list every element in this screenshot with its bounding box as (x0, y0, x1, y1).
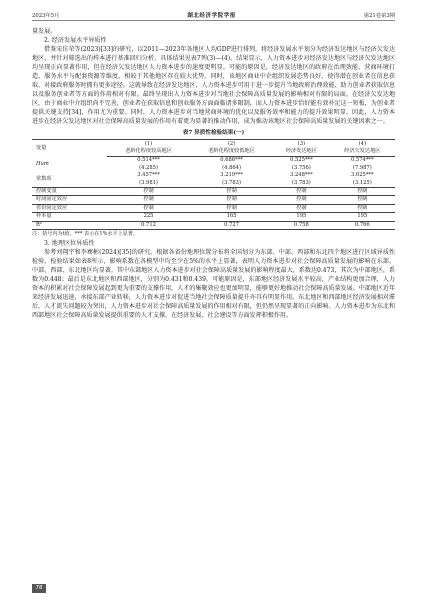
paragraph-geographic: 参考刘翔宇和李骞彬(2024)[35]的研究，根据各省份地理位置分布将全国划分为东部、中部、西部和东北四个地区进行区域异质性检验。检验结果如表8所示，影响系数在各模型中均至少在5%的水平上显著，表明人力资本进步对社会保障高质量发展的影响在东部、中部、西部、东北地区均显著。其中东部地区人力资本进步对社会保障高质量发展的影响程度最大，系数达0.473，其次为中部地区，系数为0.448；最后是东北地区和西部地区，分别为0.431和0.439。可能原因是，东部地区经济发展水平较高，产业结构更加合理，人力资本的积累对社会保障发展起到更为重要的支撑作用，人才的集聚效应也更加明显，能够更好地推动社会保障高质量发展。中部地区近年来经济发展迅速，承接东部产业转移，人力资本进步对促进当地社会保障质量提升亦具有明显作用。东北地区和西部地区经济发展相对滞后，人才流失问题较为突出，人力资本进步对社会保障高质量发展的作用相对有限，但仍然呈现显著的正向影响。人力资本进步为东北和西部地区社会保障高质量发展提供重要的人才支撑，在经济发展、社会建设等方面发挥积极作用。 (32, 249, 395, 320)
coefficient-cell: 0.525*** (290, 157, 313, 164)
coefficient-cell: 0.686*** (220, 157, 243, 164)
header-volume: 第21卷第3期 (363, 13, 395, 19)
row-label: 省份固定效应 (32, 204, 107, 212)
table-note: 注：括号内为t值，*** 表示在1%水平上显著。 (32, 230, 138, 237)
table-cell: 控制 (273, 204, 330, 212)
table-header-row (32, 139, 395, 148)
table-cell: 控制 (273, 196, 330, 204)
coefficient-cell: 3.219*** (220, 172, 243, 179)
table-cell: 控制 (190, 187, 273, 195)
table-title: 表7 异质性检验结果(一) (182, 129, 245, 136)
header-date: 2023年5月 (32, 13, 60, 19)
table-cell: 0.766 (330, 221, 395, 229)
row-label: 常数项 (36, 175, 52, 182)
table-cell: 控制 (107, 204, 190, 212)
table-cell: 225 (107, 213, 190, 221)
t-value-cell: (7.987) (352, 164, 372, 171)
table-cell: 控制 (330, 196, 395, 204)
paragraph-economic: 借鉴宋佳荣等(2023)[33]的研究，以2011—2023年各地区人均GDP进行排列，将经济发展水平划分为经济发达地区与经济欠发达地区，并针对筛选出的样本进行基准回归分析，具体结果见表7列(3)—(4)。结果显示，人力资本进步对经济发达地区与经济欠发达地区均呈现正向显著作用，但在经济欠发达地区人力资本进步的速度更明显。可能的原因是，经济发达地区的政府在治理效能、营商环境打造、服务水平与配套资源等维度，相较于其他地区存在较大优势。同时，该地区商业中企组织发展态势良好，使得潜在创业者在信息获取、对接政府服务时拥有更多途径。这就导致在经济发达地区，人力资本进步可用于进一步提升当地政府治理效能、助力创业者获取信息以及服务创业者等方面的作用相对有限。最终呈现出人力资本进步对当地社会保障高质量发展的影响相对有限的局面。在经济欠发达地区，由于商业中介组织尚不完善，创业者在获取信息和创业服务方面面临诸多限制，而人力资本进步恰好能有效补足这一短板，为创业者提供关键支持[34]，作用尤为重要。同时，人力资本进步对当地营商环境的优化以及服务效率和能力的提升效果明显。因此，人力资本进步在经济欠发达地区对社会保障高质量发展的作用有着更为显著的推动作用，成为推动该地区社会保障高质量发展的关键因素之一。 (32, 46, 395, 126)
row-label: 时间固定效应 (32, 196, 107, 204)
row-label: 样本量 (32, 213, 107, 221)
section-heading-geographic: 3. 地理区位异质性 (44, 239, 95, 247)
table-row (32, 221, 395, 229)
t-value-cell: (3.981) (139, 179, 158, 186)
section-heading-economic: 2. 经济发展水平异质性 (44, 37, 107, 45)
t-value-cell: (3.783) (222, 179, 242, 186)
table-cell: 控制 (330, 204, 395, 212)
column-name: 老龄化程度较高地区 (107, 148, 190, 157)
page-content (32, 27, 395, 320)
column-number: (4) (358, 140, 366, 147)
table-cell: 0.758 (273, 221, 330, 229)
table-cell: 控制 (107, 187, 190, 195)
column-name: 老龄化程度较低地区 (190, 148, 273, 157)
table-cell: 195 (330, 213, 395, 221)
table-cell: 控制 (190, 204, 273, 212)
coefficient-cell: 3.025*** (350, 172, 374, 179)
page-number: 78 (32, 584, 46, 593)
table-row (32, 157, 395, 165)
table-header-variable: 变量 (36, 144, 47, 151)
running-header (32, 8, 395, 21)
t-value-cell: (4.864) (222, 164, 242, 171)
table-row (32, 196, 395, 204)
row-label: R² (32, 221, 107, 229)
row-label: Hum (36, 160, 49, 167)
journal-title: 湖北经济学院学报 (187, 13, 236, 19)
table-cell: 控制 (273, 187, 330, 195)
table-cell: 165 (190, 213, 273, 221)
column-name: 经济发达地区 (273, 148, 330, 157)
table-cell: 0.727 (190, 221, 273, 229)
t-value-cell: (3.125) (352, 179, 372, 186)
table-cell: 控制 (107, 196, 190, 204)
coefficient-cell: 0.514*** (137, 157, 160, 164)
column-number: (2) (227, 140, 236, 147)
coefficient-cell: 3.248*** (290, 172, 313, 179)
table-row (32, 204, 395, 212)
paragraph-continuation: 量发展。 (32, 28, 57, 35)
column-number: (3) (297, 140, 306, 147)
column-number: (1) (144, 140, 153, 147)
coefficient-cell: 0.574*** (350, 157, 374, 164)
coefficient-cell: 3.457*** (137, 172, 160, 179)
table-cell: 控制 (330, 187, 395, 195)
heterogeneity-table (32, 139, 395, 230)
table-cell: 0.712 (107, 221, 190, 229)
t-value-cell: (4.285) (139, 164, 158, 171)
table-row (32, 213, 395, 221)
table-cell: 195 (273, 213, 330, 221)
t-value-cell: (3.783) (291, 179, 311, 186)
table-row (32, 187, 395, 195)
t-value-cell: (3.756) (291, 164, 311, 171)
table-row (32, 172, 395, 179)
table-cell: 控制 (190, 196, 273, 204)
row-label: 控制变量 (32, 187, 107, 195)
column-name: 经济欠发达地区 (330, 148, 395, 157)
